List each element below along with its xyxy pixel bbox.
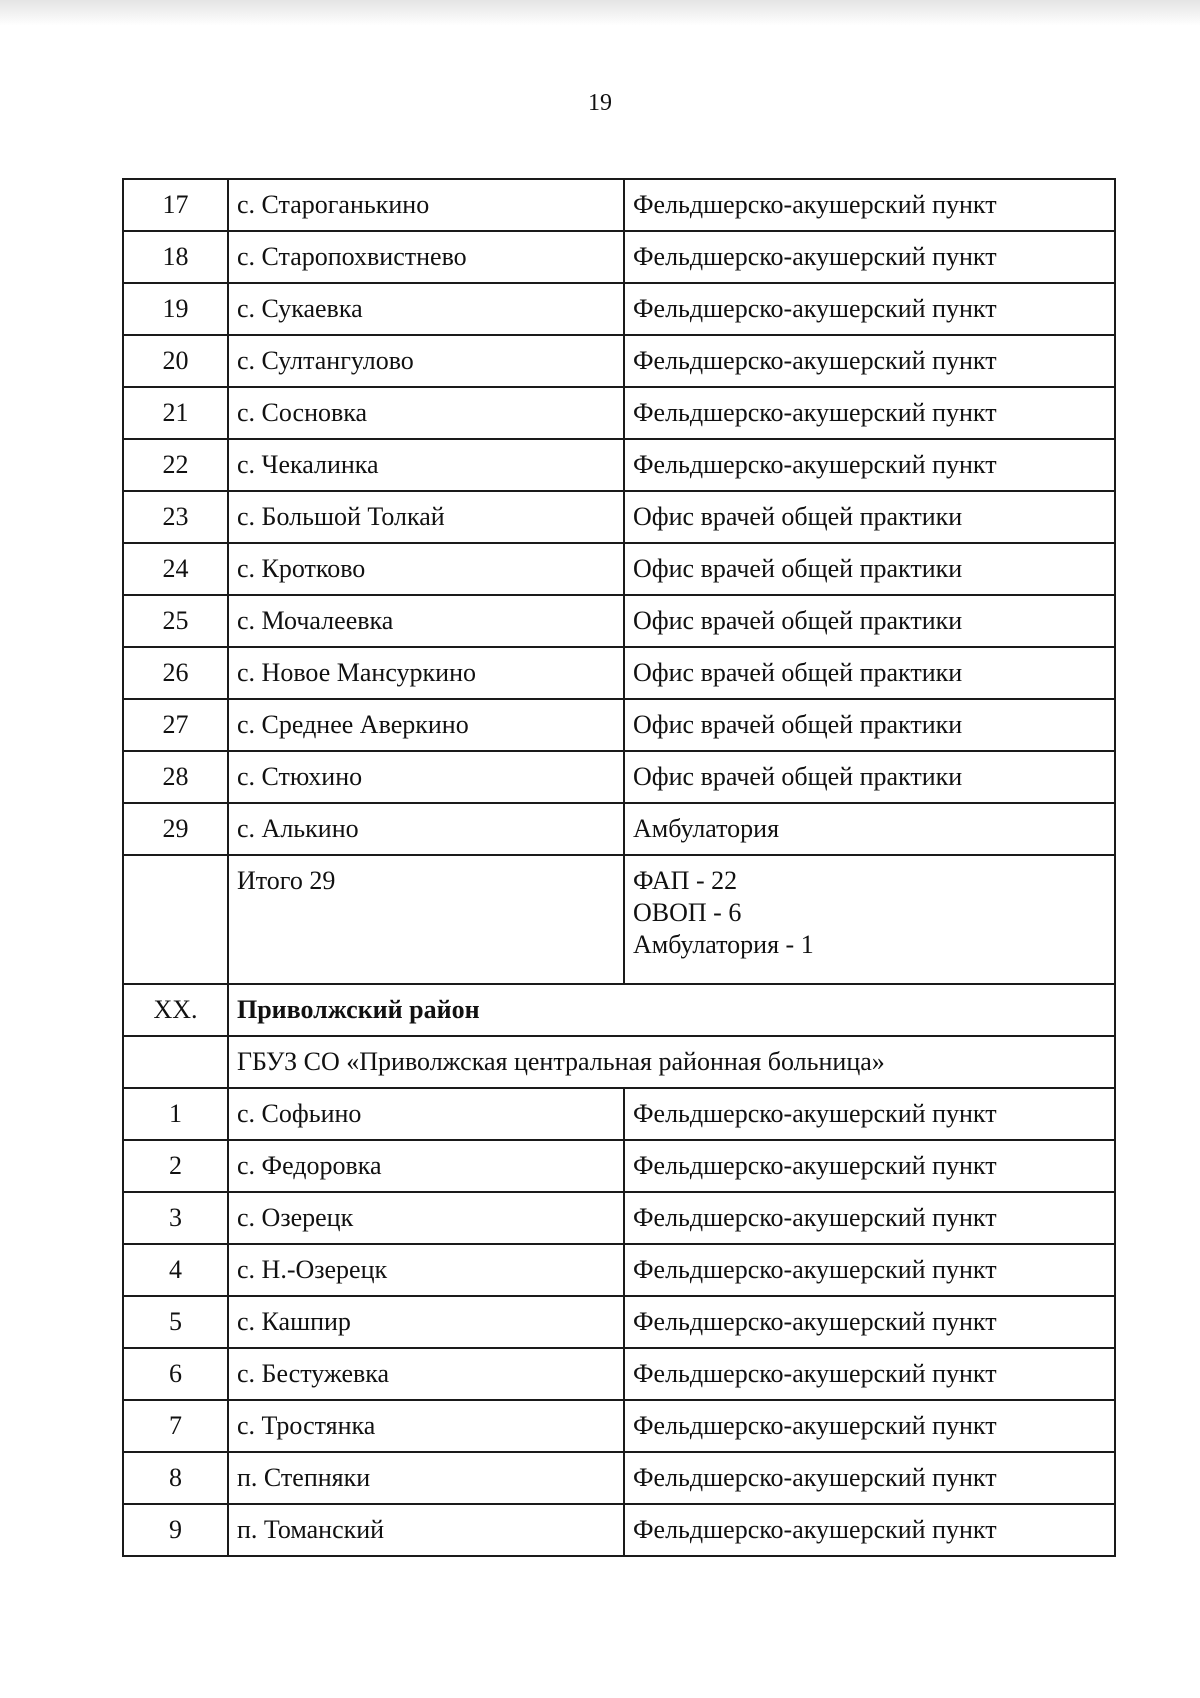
table-row [123, 1504, 1115, 1556]
facility-type: Фельдшерско-акушерский пункт [624, 1088, 1115, 1140]
row-number: 8 [123, 1452, 228, 1504]
table-row [123, 751, 1115, 803]
row-number: 6 [123, 1348, 228, 1400]
facility-type: Фельдшерско-акушерский пункт [624, 1244, 1115, 1296]
facility-type: Фельдшерско-акушерский пункт [624, 231, 1115, 283]
organization-name: ГБУЗ СО «Приволжская центральная районная больница» [228, 1036, 1115, 1088]
row-number: 1 [123, 1088, 228, 1140]
row-number: 5 [123, 1296, 228, 1348]
section-header-row [123, 984, 1115, 1036]
settlement-name: с. Алькино [228, 803, 624, 855]
total-label: Итого 29 [228, 855, 624, 984]
total-breakdown-line: ОВОП - 6 [633, 898, 742, 927]
table-row [123, 1192, 1115, 1244]
facility-type: Фельдшерско-акушерский пункт [624, 1192, 1115, 1244]
facility-type: Фельдшерско-акушерский пункт [624, 1296, 1115, 1348]
table-row [123, 179, 1115, 231]
settlement-name: с. Озерецк [228, 1192, 624, 1244]
table-row [123, 1088, 1115, 1140]
facilities-table [122, 178, 1116, 1557]
table-row [123, 1140, 1115, 1192]
table-row [123, 543, 1115, 595]
facility-type: Фельдшерско-акушерский пункт [624, 1140, 1115, 1192]
facility-type: Офис врачей общей практики [624, 647, 1115, 699]
row-number: 9 [123, 1504, 228, 1556]
settlement-name: с. Султангулово [228, 335, 624, 387]
total-breakdown-line: Амбулатория - 1 [633, 930, 814, 959]
settlement-name: с. Староганькино [228, 179, 624, 231]
row-number: 26 [123, 647, 228, 699]
table-row [123, 335, 1115, 387]
section-title: Приволжский район [228, 984, 1115, 1036]
facilities-table-body [123, 179, 1115, 1556]
settlement-name: с. Новое Мансуркино [228, 647, 624, 699]
row-number: 27 [123, 699, 228, 751]
facility-type: Фельдшерско-акушерский пункт [624, 179, 1115, 231]
settlement-name: с. Старопохвистнево [228, 231, 624, 283]
table-row [123, 439, 1115, 491]
settlement-name: п. Томанский [228, 1504, 624, 1556]
facility-type: Фельдшерско-акушерский пункт [624, 335, 1115, 387]
table-row [123, 803, 1115, 855]
scan-edge [0, 0, 1200, 26]
row-number: 3 [123, 1192, 228, 1244]
settlement-name: с. Федоровка [228, 1140, 624, 1192]
table-row [123, 1452, 1115, 1504]
facility-type: Фельдшерско-акушерский пункт [624, 1348, 1115, 1400]
facility-type: Офис врачей общей практики [624, 595, 1115, 647]
settlement-name: п. Степняки [228, 1452, 624, 1504]
row-number: 21 [123, 387, 228, 439]
facility-type: Офис врачей общей практики [624, 491, 1115, 543]
row-number: 4 [123, 1244, 228, 1296]
row-number: 19 [123, 283, 228, 335]
settlement-name: с. Сосновка [228, 387, 624, 439]
table-row [123, 1400, 1115, 1452]
facility-type: Фельдшерско-акушерский пункт [624, 1504, 1115, 1556]
total-row [123, 855, 1115, 984]
row-number: 29 [123, 803, 228, 855]
settlement-name: с. Мочалеевка [228, 595, 624, 647]
table-row [123, 1296, 1115, 1348]
facility-type: Фельдшерско-акушерский пункт [624, 1400, 1115, 1452]
row-number: 2 [123, 1140, 228, 1192]
settlement-name: с. Кашпир [228, 1296, 624, 1348]
row-number: 24 [123, 543, 228, 595]
table-row [123, 1348, 1115, 1400]
facility-type: Фельдшерско-акушерский пункт [624, 1452, 1115, 1504]
facility-type: Фельдшерско-акушерский пункт [624, 283, 1115, 335]
settlement-name: с. Тростянка [228, 1400, 624, 1452]
table-row [123, 1244, 1115, 1296]
facility-type: Офис врачей общей практики [624, 699, 1115, 751]
facility-type: Амбулатория [624, 803, 1115, 855]
table-row [123, 231, 1115, 283]
row-number [123, 855, 228, 984]
facility-type: Фельдшерско-акушерский пункт [624, 387, 1115, 439]
settlement-name: с. Среднее Аверкино [228, 699, 624, 751]
row-number: 22 [123, 439, 228, 491]
row-number: 23 [123, 491, 228, 543]
settlement-name: с. Бестужевка [228, 1348, 624, 1400]
table-row [123, 283, 1115, 335]
row-number: 17 [123, 179, 228, 231]
row-number: 20 [123, 335, 228, 387]
table-row [123, 647, 1115, 699]
row-number: 25 [123, 595, 228, 647]
table-row [123, 595, 1115, 647]
facility-type: Офис врачей общей практики [624, 543, 1115, 595]
settlement-name: с. Кротково [228, 543, 624, 595]
settlement-name: с. Софьино [228, 1088, 624, 1140]
settlement-name: с. Стюхино [228, 751, 624, 803]
settlement-name: с. Н.-Озерецк [228, 1244, 624, 1296]
organization-row [123, 1036, 1115, 1088]
table-row [123, 699, 1115, 751]
row-number: 28 [123, 751, 228, 803]
settlement-name: с. Чекалинка [228, 439, 624, 491]
facility-type: Фельдшерско-акушерский пункт [624, 439, 1115, 491]
section-number: XX. [123, 984, 228, 1036]
row-number [123, 1036, 228, 1088]
facility-type: Офис врачей общей практики [624, 751, 1115, 803]
table-row [123, 387, 1115, 439]
total-breakdown [624, 855, 1115, 984]
row-number: 7 [123, 1400, 228, 1452]
settlement-name: с. Большой Толкай [228, 491, 624, 543]
settlement-name: с. Сукаевка [228, 283, 624, 335]
total-breakdown-line: ФАП - 22 [633, 866, 738, 895]
page-number: 19 [588, 90, 612, 116]
row-number: 18 [123, 231, 228, 283]
table-row [123, 491, 1115, 543]
